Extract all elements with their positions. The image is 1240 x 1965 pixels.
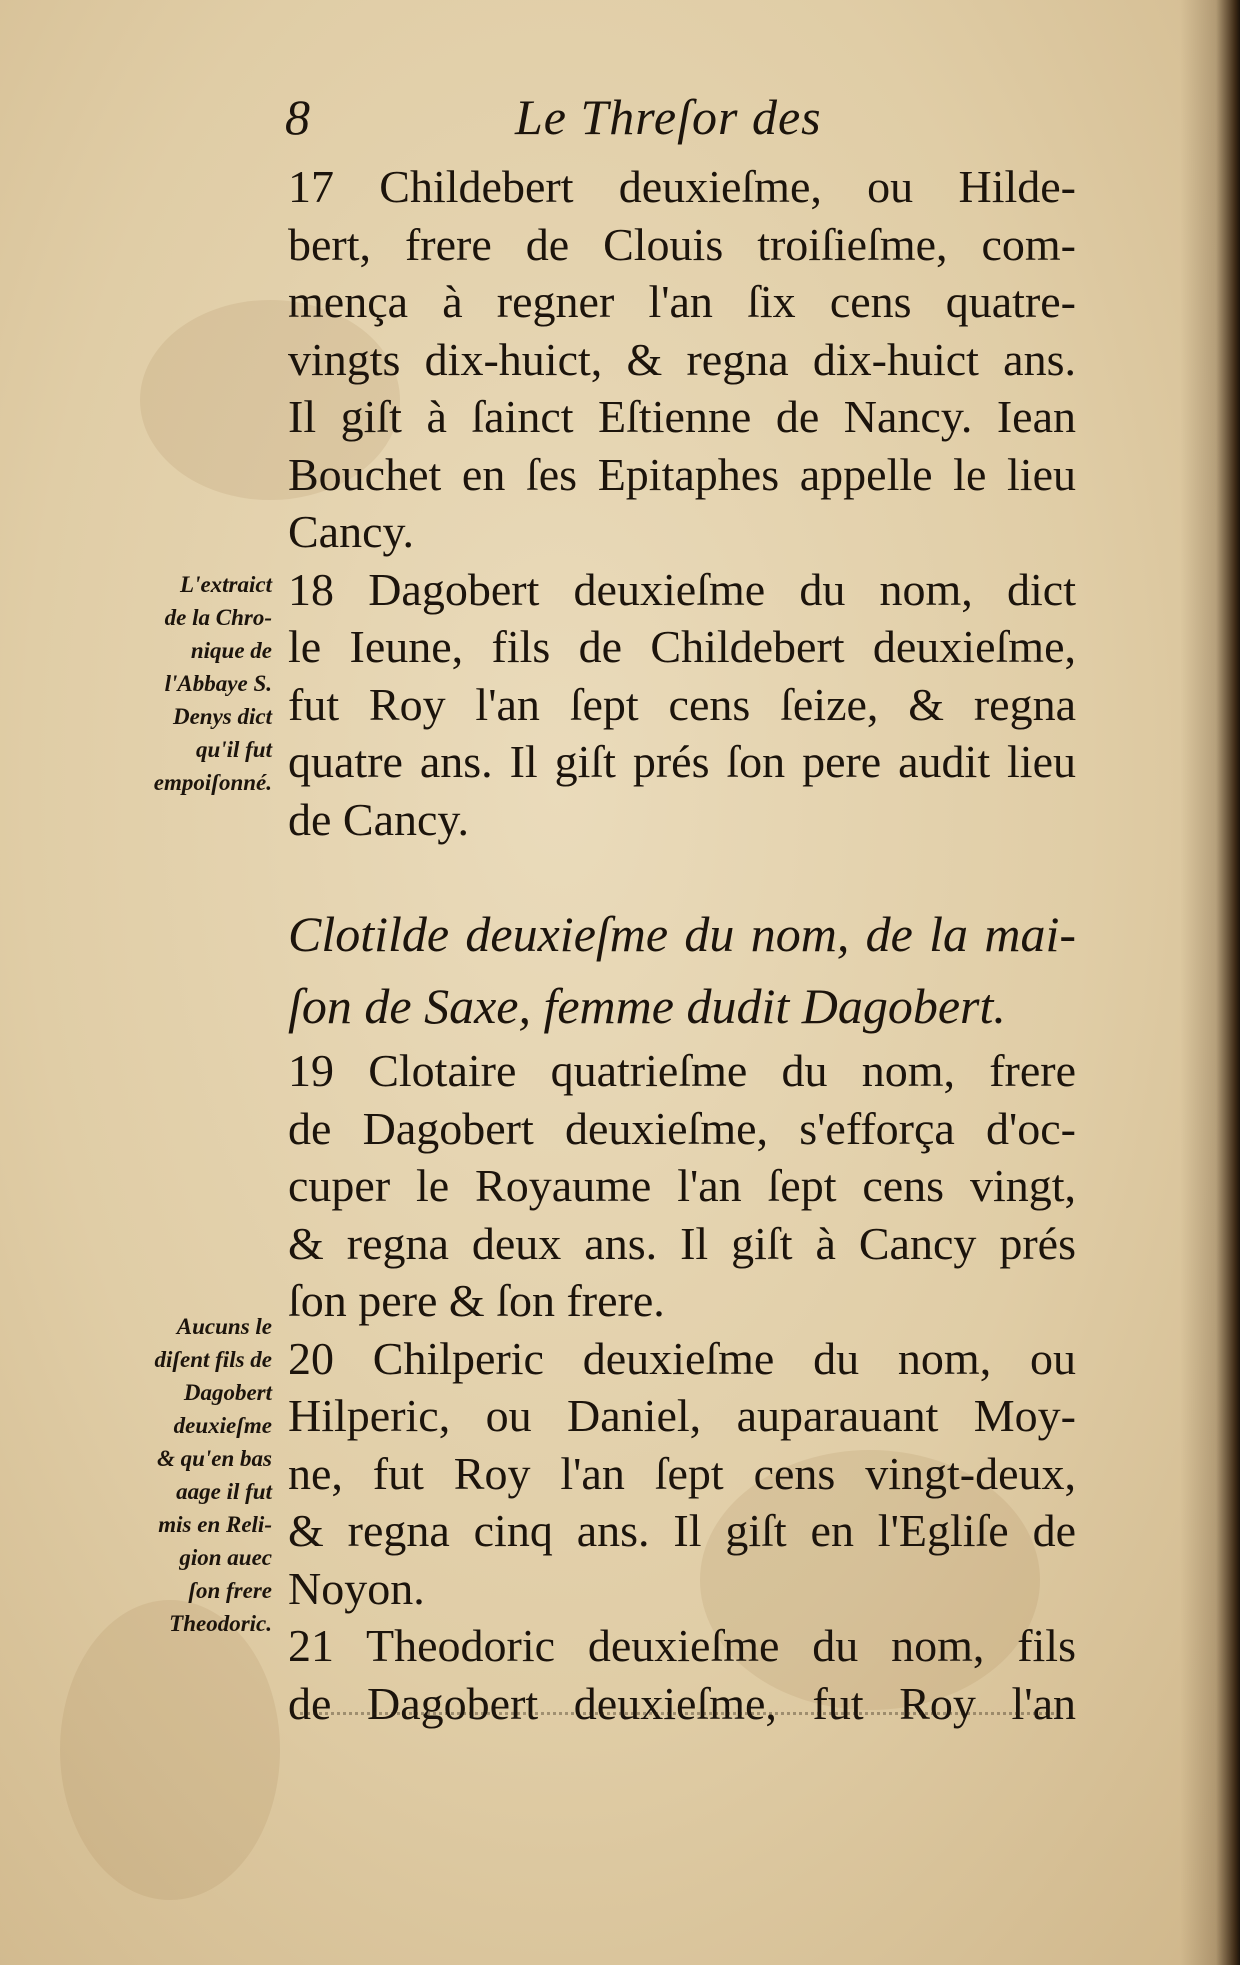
italic-heading-line: Clotilde deuxieſme du nom, de la mai- — [288, 906, 1076, 962]
text-line: 20 Chilperic deuxieſme du nom, ou — [288, 1332, 1076, 1384]
margin-note-line: mis en Reli- — [158, 1512, 272, 1537]
italic-heading-line: ſon de Saxe, femme dudit Dagobert. — [288, 978, 1006, 1034]
page-gutter-shadow — [1180, 0, 1240, 1965]
margin-note-line: diſent fils de — [154, 1347, 272, 1372]
paper-stain — [60, 1600, 280, 1900]
text-line: bert, frere de Clouis troiſieſme, com- — [288, 218, 1076, 270]
margin-note-line: l'Abbaye S. — [164, 671, 272, 696]
running-head — [285, 88, 845, 158]
section-spacer — [288, 848, 1076, 898]
text-line: Noyon. — [288, 1562, 425, 1614]
margin-note-aucuns — [90, 1310, 272, 1640]
body-text — [288, 158, 1076, 1732]
text-line: & regna cinq ans. Il giſt en l'Egliſe de — [288, 1505, 1076, 1556]
margin-note-line: Theodoric. — [169, 1611, 272, 1636]
text-line: cuper le Royaume l'an ſept cens vingt, — [288, 1160, 1076, 1211]
page-number: 8 — [285, 89, 310, 145]
margin-note-line: de la Chro- — [164, 605, 272, 630]
margin-note-line: deuxieſme — [173, 1413, 272, 1438]
text-line: quatre ans. Il giſt prés ſon pere audit lieu — [288, 736, 1076, 787]
margin-note-line: empoiſonné. — [153, 770, 272, 795]
text-line: Hilperic, ou Daniel, auparauant Moy- — [288, 1390, 1076, 1441]
text-line: 17 Childebert deuxieſme, ou Hilde- — [288, 161, 1076, 212]
text-line: vingts dix-huict, & regna dix-huict ans. — [288, 333, 1076, 385]
margin-note-line: Dagobert — [183, 1380, 272, 1405]
text-line: & regna deux ans. Il giſt à Cancy prés — [288, 1217, 1076, 1269]
margin-note-line: L'extraict — [180, 572, 272, 597]
text-line: ſon pere & ſon frere. — [288, 1275, 665, 1326]
text-line: 19 Clotaire quatrieſme du nom, frere — [288, 1045, 1076, 1096]
margin-note-line: aage il fut — [176, 1479, 272, 1504]
margin-note-chronique — [90, 568, 272, 799]
margin-note-line: gion auec — [179, 1545, 272, 1570]
margin-note-line: & qu'en bas — [156, 1446, 272, 1471]
margin-note-line: qu'il fut — [195, 737, 272, 762]
text-line: de Dagobert deuxieſme, fut Roy l'an — [288, 1677, 1076, 1729]
text-line: Bouchet en ſes Epitaphes appelle le lieu — [288, 448, 1076, 500]
margin-note-line: Denys dict — [172, 704, 272, 729]
text-line: 18 Dagobert deuxieſme du nom, dict — [288, 563, 1076, 615]
margin-note-line: nique de — [190, 638, 272, 663]
text-line: le Ieune, fils de Childebert deuxieſme, — [288, 621, 1076, 672]
text-line: Il giſt à ſainct Eſtienne de Nancy. Iean — [288, 391, 1076, 442]
text-line: de Dagobert deuxieſme, s'efforça d'oc- — [288, 1102, 1076, 1154]
text-line: Cancy. — [288, 506, 415, 557]
text-line: ne, fut Roy l'an ſept cens vingt-deux, — [288, 1447, 1076, 1499]
running-title: Le Threſor des — [515, 89, 822, 145]
text-line: 21 Theodoric deuxieſme du nom, fils — [288, 1620, 1076, 1671]
text-line: de Cancy. — [288, 793, 469, 845]
margin-note-line: ſon frere — [188, 1578, 272, 1603]
margin-note-line: Aucuns le — [176, 1314, 272, 1339]
bleed-through-dots — [300, 1712, 1060, 1721]
text-line: fut Roy l'an ſept cens ſeize, & regna — [288, 678, 1076, 730]
text-line: mença à regner l'an ſix cens quatre- — [288, 276, 1076, 327]
